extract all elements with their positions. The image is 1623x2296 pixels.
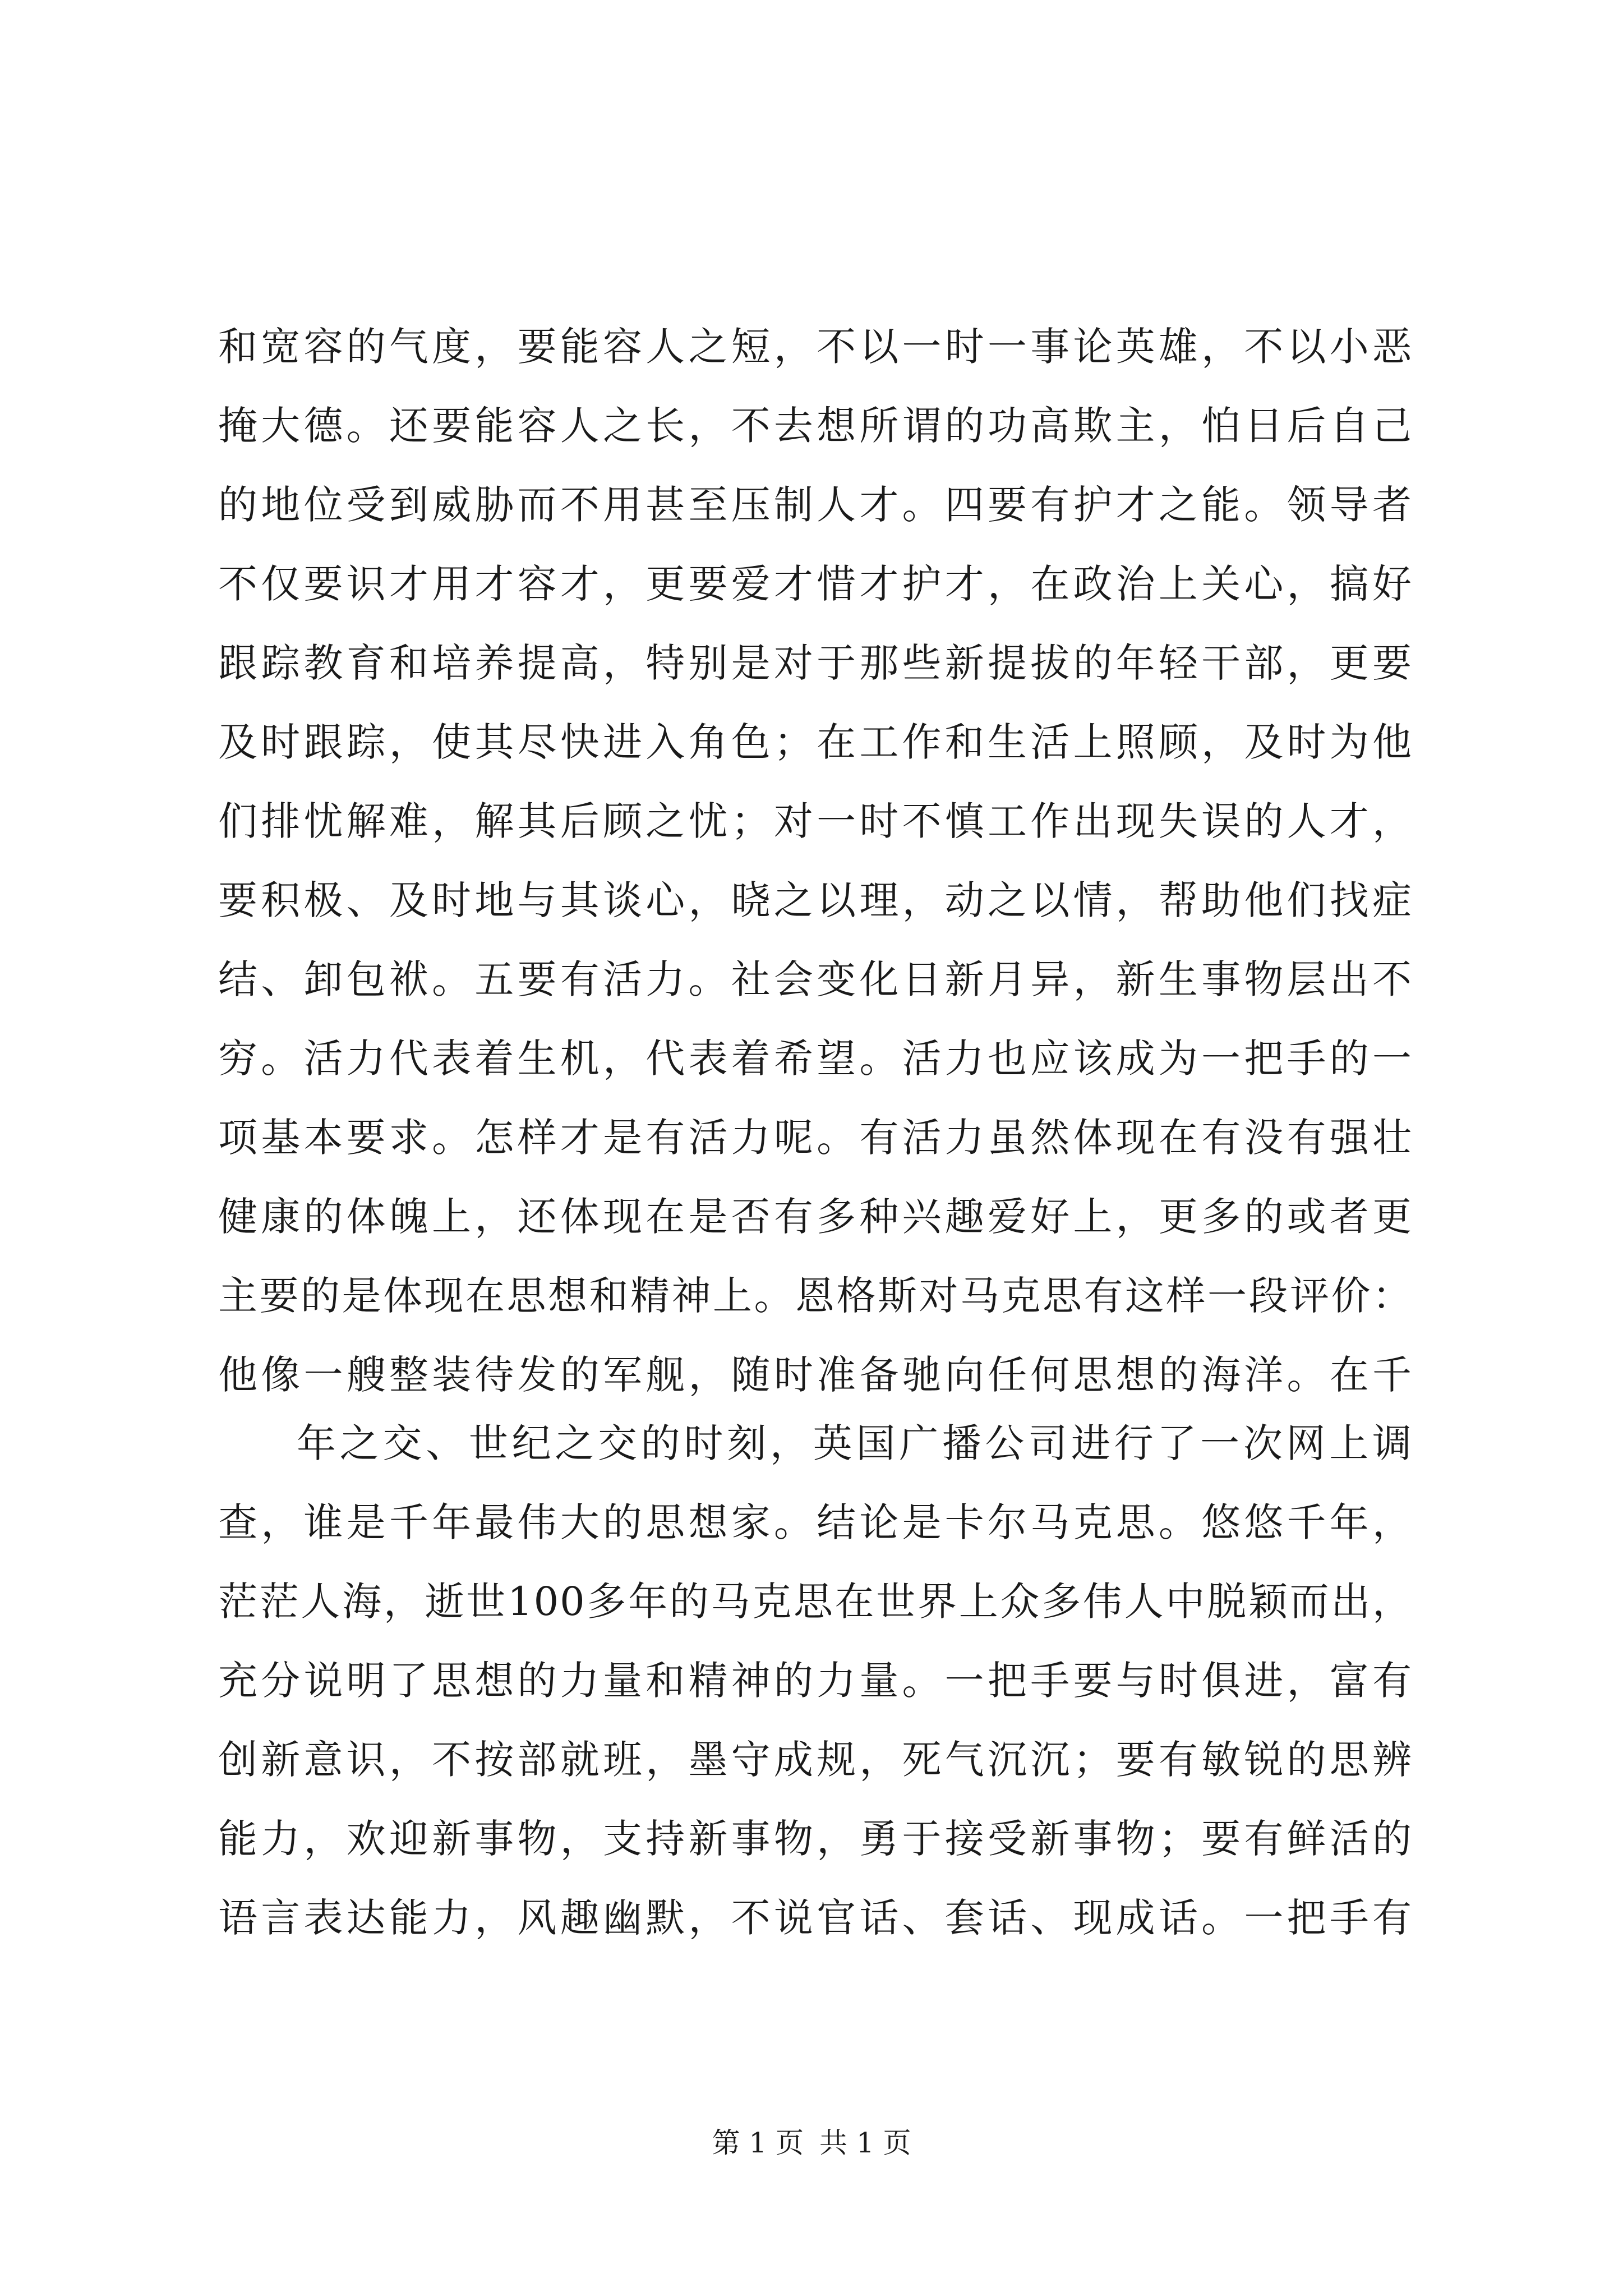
text-line: 掩大德。还要能容人之长，不去想所谓的功高欺主，怕日后自己 — [218, 403, 1413, 449]
text-line: 项基本要求。怎样才是有活力呢。有活力虽然体现在有没有强壮 — [218, 1115, 1413, 1161]
text-line: 和宽容的气度，要能容人之短，不以一时一事论英雄，不以小恶 — [218, 324, 1413, 370]
text-line: 主要的是体现在思想和精神上。恩格斯对马克思有这样一段评价： — [218, 1273, 1413, 1319]
text-line: 能力，欢迎新事物，支持新事物，勇于接受新事物；要有鲜活的 — [218, 1816, 1413, 1862]
text-line: 及时跟踪，使其尽快进入角色；在工作和生活上照顾，及时为他 — [218, 719, 1413, 765]
paragraph-2 — [218, 1404, 1413, 1958]
text-line: 年之交、世纪之交的时刻，英国广播公司进行了一次网上调 — [297, 1420, 1413, 1466]
text-line: 创新意识，不按部就班，墨守成规，死气沉沉；要有敏锐的思辨 — [218, 1737, 1413, 1783]
text-line: 跟踪教育和培养提高，特别是对于那些新提拔的年轻干部，更要 — [218, 640, 1413, 686]
text-line: 健康的体魄上，还体现在是否有多种兴趣爱好上，更多的或者更 — [218, 1194, 1413, 1240]
text-line: 穷。活力代表着生机，代表着希望。活力也应该成为一把手的一 — [218, 1036, 1413, 1082]
text-line: 语言表达能力，风趣幽默，不说官话、套话、现成话。一把手有 — [218, 1895, 1413, 1941]
text-line: 查，谁是千年最伟大的思想家。结论是卡尔马克思。悠悠千年， — [218, 1499, 1413, 1545]
page-number: 第 1 页 — [712, 2127, 804, 2159]
page-footer — [0, 2120, 1623, 2165]
text-line: 充分说明了思想的力量和精神的力量。一把手要与时俱进，富有 — [218, 1658, 1413, 1704]
text-line: 他像一艘整装待发的军舰，随时准备驰向任何思想的海洋。在千 — [218, 1352, 1413, 1398]
text-line: 结、卸包袱。五要有活力。社会变化日新月异，新生事物层出不 — [218, 956, 1413, 1002]
text-line: 不仅要识才用才容才，更要爱才惜才护才，在政治上关心，搞好 — [218, 561, 1413, 607]
text-line: 的地位受到威胁而不用甚至压制人才。四要有护才之能。领导者 — [218, 482, 1413, 528]
text-line: 们排忧解难，解其后顾之忧；对一时不慎工作出现失误的人才， — [218, 798, 1413, 844]
text-line: 要积极、及时地与其谈心，晓之以理，动之以情，帮助他们找症 — [218, 877, 1413, 923]
text-line: 茫茫人海，逝世100多年的马克思在世界上众多伟人中脱颖而出， — [218, 1579, 1413, 1625]
paragraph-1 — [218, 307, 1413, 1415]
page-total: 共 1 页 — [819, 2127, 911, 2159]
